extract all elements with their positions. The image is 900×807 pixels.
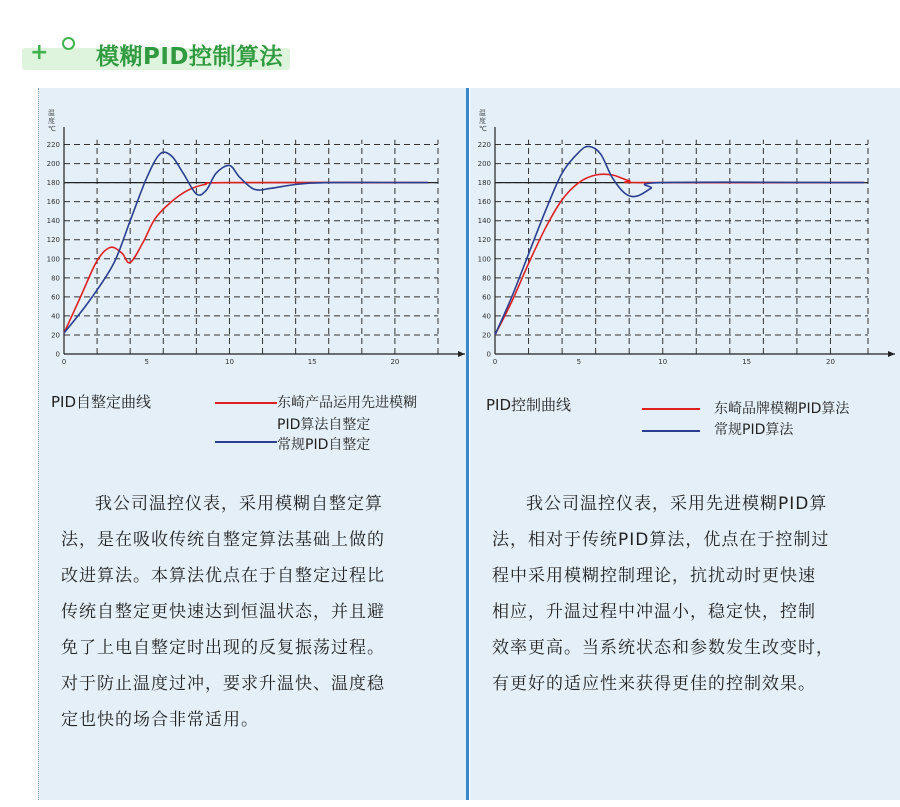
right-text-line: 相应，升温过程中冲温小，稳定快，控制 [492, 602, 816, 622]
x-axis-arrow-icon [888, 351, 895, 357]
y-tick-label: 180 [46, 179, 60, 188]
legend-line-blue-left [215, 441, 277, 443]
y-axis-label: ℃ [48, 125, 56, 133]
y-axis-label: 度 [48, 117, 55, 125]
legend-label-red-left-2: PID算法自整定 [277, 417, 371, 433]
series-line [495, 146, 864, 335]
x-axis-arrow-icon [458, 351, 465, 357]
y-tick-label: 100 [477, 255, 491, 264]
legend-label-blue-left: 常规PID自整定 [277, 437, 371, 453]
y-axis-label: 温 [479, 109, 486, 117]
x-tick-label: 20 [390, 358, 400, 366]
pid-self-tuning-chart [39, 88, 467, 378]
right-text-line: 有更好的适应性来获得更佳的控制效果。 [492, 674, 816, 694]
left-text-line: 对于防止温度过冲，要求升温快、温度稳 [61, 674, 385, 694]
left-text-line: 改进算法。本算法优点在于自整定过程比 [61, 566, 385, 586]
x-tick-label: 15 [307, 358, 317, 366]
x-tick-label: 5 [576, 358, 582, 366]
y-tick-label: 220 [477, 141, 491, 150]
y-tick-label: 120 [477, 236, 491, 245]
panel-divider [466, 88, 469, 800]
x-tick-label: 0 [61, 358, 67, 366]
left-text-line: 定也快的场合非常适用。 [61, 710, 259, 730]
y-tick-label: 60 [51, 293, 60, 302]
y-tick-label: 40 [51, 312, 60, 321]
left-text-line: 免了上电自整定时出现的反复振荡过程。 [61, 638, 385, 658]
legend-label-blue-right: 常规PID算法 [714, 422, 794, 438]
left-panel [38, 88, 467, 800]
x-tick-label: 15 [742, 358, 752, 366]
y-tick-label: 100 [46, 255, 60, 264]
right-description [492, 486, 897, 702]
right-text-line: 效率更高。当系统状态和参数发生改变时， [492, 638, 834, 658]
left-description [61, 486, 461, 738]
legend-label-red-left-1: 东崎产品运用先进模糊 [277, 395, 417, 411]
right-text-line: 我公司温控仪表，采用先进模糊PID算 [526, 494, 828, 514]
left-text-line: 传统自整定更快速达到恒温状态，并且避 [61, 602, 385, 622]
x-tick-label: 10 [224, 358, 234, 366]
y-tick-label: 20 [51, 331, 60, 340]
y-tick-label: 0 [486, 350, 491, 359]
y-tick-label: 200 [477, 160, 491, 169]
y-tick-label: 180 [477, 179, 491, 188]
right-panel [470, 88, 900, 800]
y-tick-label: 80 [482, 274, 491, 283]
y-tick-label: 140 [46, 217, 60, 226]
left-text-line: 我公司温控仪表，采用模糊自整定算 [95, 494, 383, 514]
pid-control-chart [470, 88, 900, 378]
x-tick-label: 10 [658, 358, 668, 366]
legend-label-red-right: 东崎品牌模糊PID算法 [714, 401, 850, 417]
y-tick-label: 60 [482, 293, 491, 302]
y-tick-label: 80 [51, 274, 60, 283]
y-tick-label: 40 [482, 312, 491, 321]
x-tick-label: 20 [825, 358, 835, 366]
legend-line-blue-right [642, 430, 700, 432]
y-tick-label: 120 [46, 236, 60, 245]
section-title: 模糊PID控制算法 [96, 44, 284, 70]
chart-title-left: PID自整定曲线 [51, 393, 152, 411]
y-axis-label: 温 [48, 109, 55, 117]
legend-line-red-right [642, 408, 700, 410]
y-tick-label: 20 [482, 331, 491, 340]
right-text-line: 程中采用模糊控制理论，抗扰动时更快速 [492, 566, 816, 586]
y-tick-label: 220 [46, 141, 60, 150]
circle-icon [62, 37, 75, 50]
series-line [64, 182, 428, 333]
section-header [0, 0, 900, 88]
legend-line-red-left [215, 402, 277, 404]
left-text-line: 法，是在吸收传统自整定算法基础上做的 [61, 530, 385, 550]
y-tick-label: 140 [477, 217, 491, 226]
x-tick-label: 0 [492, 358, 498, 366]
chart-title-right: PID控制曲线 [486, 396, 572, 414]
y-tick-label: 0 [55, 350, 60, 359]
right-text-line: 法，相对于传统PID算法，优点在于控制过 [492, 530, 830, 550]
y-tick-label: 160 [46, 198, 60, 207]
y-axis-label: ℃ [479, 125, 487, 133]
x-tick-label: 5 [144, 358, 149, 366]
y-tick-label: 160 [477, 198, 491, 207]
y-axis-label: 度 [479, 117, 486, 125]
series-line [64, 152, 428, 333]
plus-icon: + [30, 40, 49, 65]
y-tick-label: 200 [46, 160, 60, 169]
